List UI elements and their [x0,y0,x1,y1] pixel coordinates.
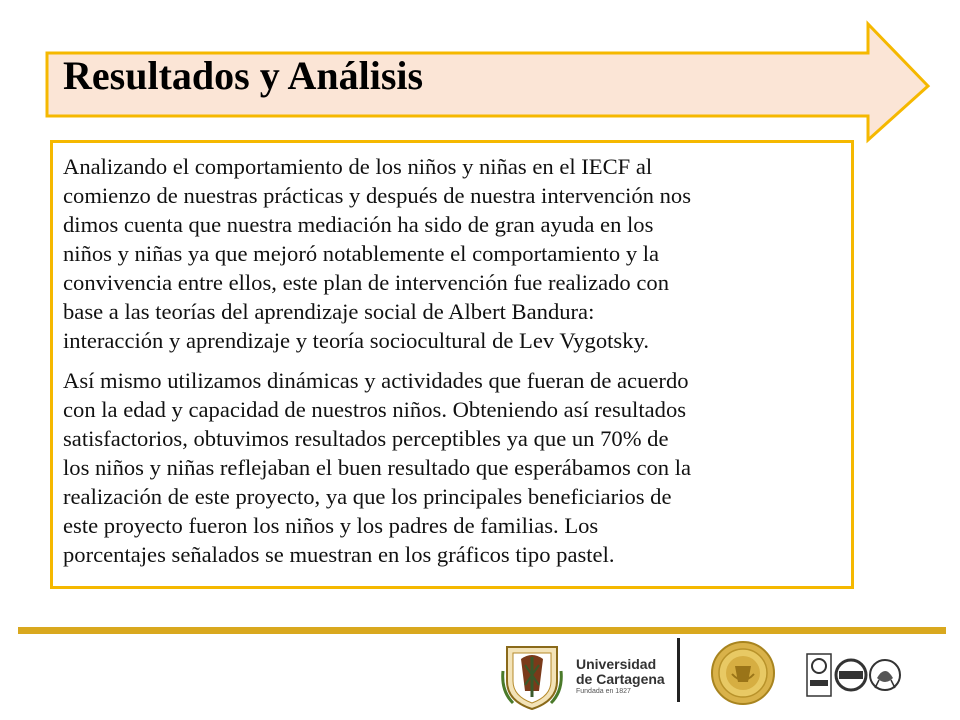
paragraph-results: Así mismo utilizamos dinámicas y actividades que fueran de acuerdo con la edad y capacidad de nuestros niños. Obteniendo así resultados satisfactorios, obtuvimos resultados perceptibles ya que un 70% de los niños y niñas reflejaban el buen resultado que esperábamos con la realización de este proyecto, ya que los principales beneficiarios de este proyecto fueron los niños y los padres de familias. Los porcentajes señalados se muestran en los gráficos tipo pastel. [63,368,692,567]
slide-title: Resultados y Análisis [63,53,424,98]
content-box [50,140,854,589]
university-founded: Fundada en 1827 [576,688,631,695]
university-seal-icon [499,641,565,711]
university-name [576,657,665,697]
university-name-line1: Universidad [576,656,657,672]
university-name-line2: de Cartagena [576,671,665,687]
certification-badges-icon [805,650,935,700]
footer-rule [18,627,946,634]
footer-divider [677,638,680,702]
paragraph-analysis: Analizando el comportamiento de los niños y niñas en el IECF al comienzo de nuestras prácticas y después de nuestra intervención nos dimos cuenta que nuestra mediación ha sido de gran ayuda en los niños y niñas ya que mejoró notablemente el comportamiento y la convivencia entre ellos, este plan de intervención fue realizado con base a las teorías del aprendizaje social de Albert Bandura: interacción y aprendizaje y teoría sociocultural de Lev Vygotsky. [63,154,692,353]
gold-accreditation-seal-icon [710,640,776,706]
